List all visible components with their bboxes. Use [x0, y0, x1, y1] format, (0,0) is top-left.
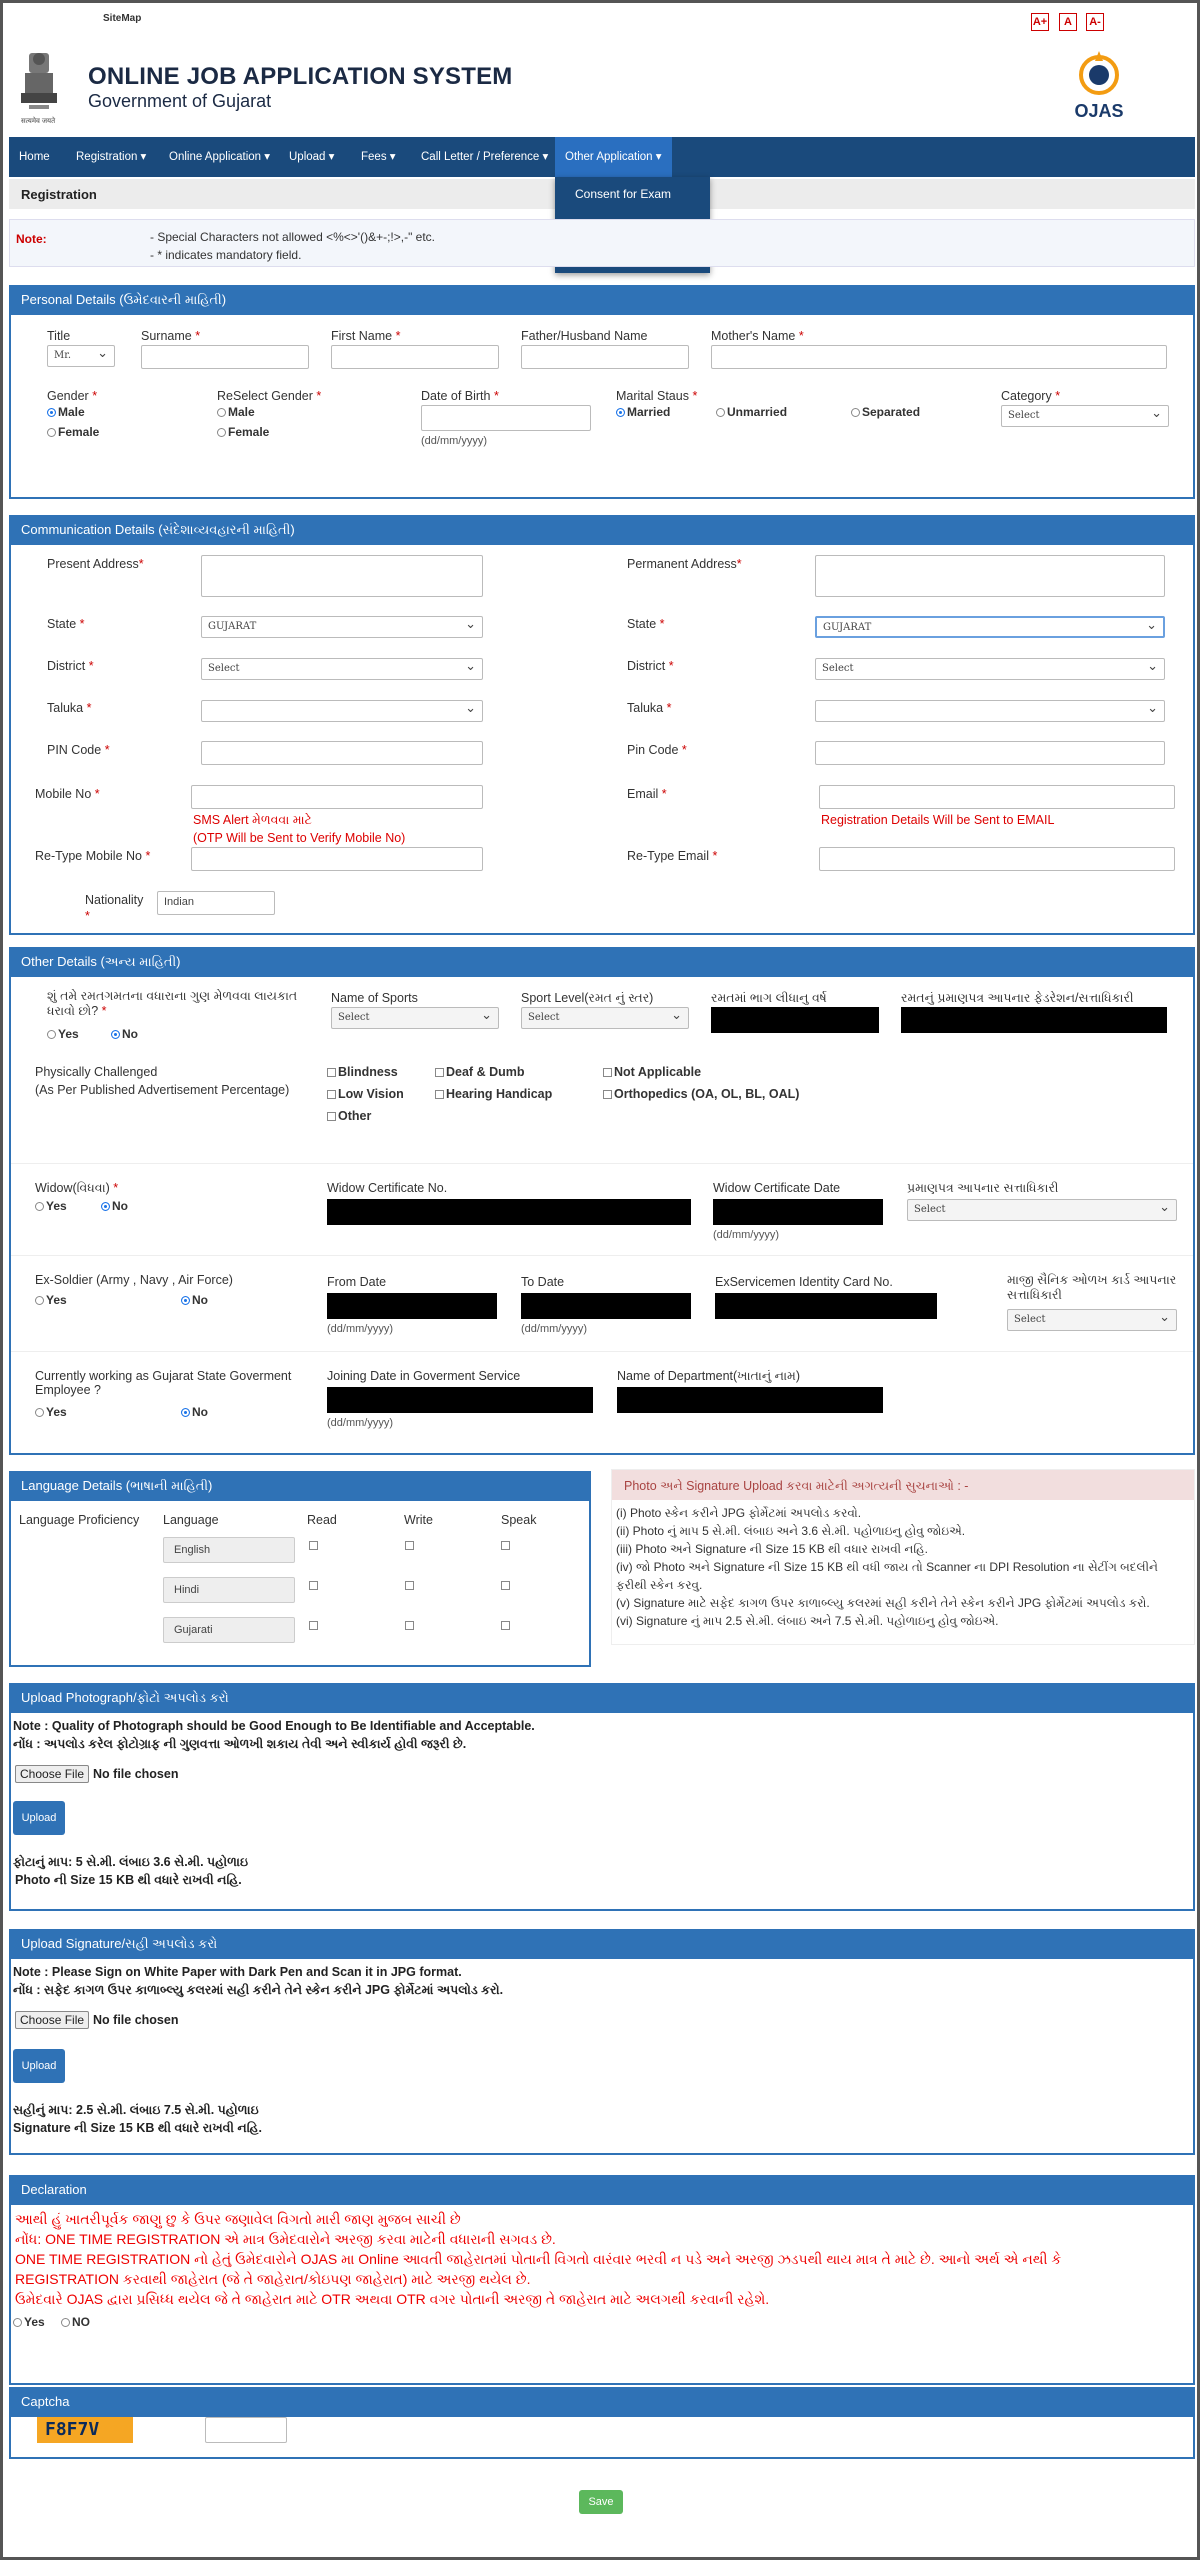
first-name-input[interactable] — [331, 345, 499, 369]
perm-district-label: District * — [627, 659, 674, 673]
widow-authority-select[interactable]: Select ⌄ — [907, 1199, 1177, 1221]
present-district-select[interactable]: Select ⌄ — [201, 658, 483, 680]
col-proficiency: Language Proficiency — [19, 1513, 140, 1527]
declaration-line-5: ઉમેદવારે OJAS દ્વારા પ્રસિધ્ધ થયેલ જે તે જાહેરાત માટે OTR અથવા OTR વગર પોતાની અરજી તે જાહેરાત માટે અલગથી કરવાની રહેશે. — [15, 2291, 770, 2307]
ex-id-input[interactable] — [715, 1293, 937, 1319]
sport-level-select[interactable]: Select ⌄ — [521, 1007, 689, 1029]
divider — [11, 1163, 1193, 1164]
signature-size-gu: સહીનું માપ: 2.5 સે.મી. લંબાઇ 7.5 સે.મી. પહોળાઇ — [13, 2103, 259, 2117]
widow-authority-label: પ્રમાણપત્ર આપનાર સત્તાધિકારી — [907, 1181, 1059, 1195]
first-name-label: First Name * — [331, 329, 401, 343]
gender-male-radio[interactable]: Male — [47, 405, 85, 419]
photo-size-en: Photo ની Size 15 KB થી વધારે રાખવી નહિ. — [15, 1873, 242, 1887]
gujarati-write-checkbox[interactable] — [405, 1621, 414, 1630]
retype-mobile-input[interactable] — [191, 847, 483, 871]
gov-emp-no-radio[interactable]: No — [181, 1405, 208, 1419]
sport-year-label: રમતમાં ભાગ લીધાનુ વર્ષ — [711, 991, 827, 1005]
site-subtitle: Government of Gujarat — [88, 91, 272, 111]
nationality-input[interactable]: Indian — [157, 891, 275, 915]
gujarati-read-checkbox[interactable] — [309, 1621, 318, 1630]
instruction-3: (iii) Photo અને Signature ની Size 15 KB થી વધાર રાખવી નહિ. — [616, 1542, 928, 1556]
font-normal-button[interactable]: A — [1059, 13, 1077, 31]
note-line-2: - * indicates mandatory field. — [150, 248, 302, 262]
email-label: Email * — [627, 787, 667, 801]
col-write: Write — [404, 1513, 433, 1527]
mobile-label: Mobile No * — [35, 787, 100, 801]
photo-note-gu: નોંધ : અપલોડ કરેલ ફોટોગ્રાફ ની ગુણવત્તા ઓળખી શકાય તેવી અને સ્વીકાર્ય હોવી જરૂરી છે. — [13, 1737, 467, 1751]
signature-file-chooser[interactable]: Choose File No file chosen — [15, 2013, 178, 2027]
widow-date-hint: (dd/mm/yyyy) — [713, 1229, 779, 1241]
present-taluka-select[interactable] — [201, 700, 483, 722]
join-date-input[interactable] — [327, 1387, 593, 1413]
gender-female-radio[interactable]: Female — [47, 425, 99, 439]
declaration-line-2: નોંધ: ONE TIME REGISTRATION એ માત્ર ઉમેદવારોને અરજી કરવા માટેની વધારાની સગવડ છે. — [15, 2231, 556, 2247]
physically-challenged-sublabel: (As Per Published Advertisement Percentage) — [35, 1083, 290, 1097]
english-speak-checkbox[interactable] — [501, 1541, 510, 1550]
signature-size-en: Signature ની Size 15 KB થી વધારે રાખવી નહિ. — [13, 2121, 262, 2135]
not-applicable-checkbox[interactable]: Not Applicable — [603, 1065, 701, 1079]
gujarati-speak-checkbox[interactable] — [501, 1621, 510, 1630]
other-details-panel — [9, 947, 1195, 1455]
nav-fees[interactable]: Fees ▾ — [361, 151, 396, 163]
top-bar — [3, 3, 1197, 39]
nav-call-letter[interactable]: Call Letter / Preference ▾ — [421, 151, 549, 163]
declaration-panel — [9, 2175, 1195, 2385]
perm-district-select[interactable]: Select ⌄ — [815, 658, 1165, 680]
instruction-4-cont: ફરીથી સ્કેન કરવુ. — [616, 1578, 703, 1592]
perm-state-select[interactable]: GUJARAT ⌄ — [815, 616, 1165, 638]
nav-home[interactable]: Home — [19, 151, 50, 163]
captcha-input[interactable] — [205, 2417, 287, 2443]
reselect-female-radio[interactable]: Female — [217, 425, 269, 439]
ex-card-authority-select[interactable]: Select ⌄ — [1007, 1309, 1177, 1331]
divider — [11, 1351, 1193, 1352]
nav-registration[interactable]: Registration ▾ — [76, 151, 147, 163]
sitemap-link[interactable]: SiteMap — [103, 13, 142, 24]
father-name-input[interactable] — [521, 345, 689, 369]
hindi-speak-checkbox[interactable] — [501, 1581, 510, 1590]
signature-note-en: Note : Please Sign on White Paper with Dark Pen and Scan it in JPG format. — [13, 1965, 462, 1979]
nav-upload[interactable]: Upload ▾ — [289, 151, 335, 163]
captcha-heading: Captcha — [11, 2387, 1193, 2417]
low-vision-checkbox[interactable]: Low Vision — [327, 1087, 404, 1101]
dob-label: Date of Birth * — [421, 389, 499, 403]
ojas-logo-icon — [1063, 47, 1135, 125]
note-box — [9, 219, 1195, 267]
permanent-address-textarea[interactable] — [815, 555, 1165, 597]
dob-hint: (dd/mm/yyyy) — [421, 435, 487, 447]
to-date-label: To Date — [521, 1275, 565, 1289]
instructions-heading: Photo અને Signature Upload કરવા માટેની અગત્યની સુચનાઓ : - — [612, 1470, 1194, 1500]
name-of-sports-select[interactable]: Select ⌄ — [331, 1007, 499, 1029]
unmarried-radio[interactable]: Unmarried — [716, 405, 787, 419]
sport-year-input[interactable] — [711, 1007, 879, 1033]
otp-note-text: (OTP Will be Sent to Verify Mobile No) — [193, 831, 406, 845]
father-name-label: Father/Husband Name — [521, 329, 648, 343]
declaration-line-4: REGISTRATION કરવાથી જાહેરાત (જે તે જાહેરાત/કોઇપણ જાહેરાત) માટે અરજી થયેલ છે. — [15, 2271, 531, 2287]
blindness-checkbox[interactable]: Blindness — [327, 1065, 398, 1079]
ex-soldier-no-radio[interactable]: No — [181, 1293, 208, 1307]
photo-note-en: Note : Quality of Photograph should be Good Enough to Be Identifiable and Acceptable. — [13, 1719, 535, 1733]
declaration-heading: Declaration — [11, 2175, 1193, 2205]
dept-label: Name of Department(ખાતાનું નામ) — [617, 1369, 801, 1383]
main-nav — [9, 137, 1195, 177]
sms-alert-text: SMS Alert મેળવવા માટે — [193, 813, 312, 827]
communication-details-heading: Communication Details (સંદેશાવ્યવહારની માહિતી) — [11, 515, 1193, 545]
col-language: Language — [163, 1513, 219, 1527]
ojas-logo-text: OJAS — [1074, 101, 1124, 121]
declaration-line-3: ONE TIME REGISTRATION નો હેતું ઉમેદવારોને OJAS મા Online આવતી જાહેરાતમાં પોતાની વિગતો વારંવાર ભરવી ન પડે અને અરજી ઝડપથી થાય માત્ર તે માટે છે. આનો અર્થ એ નથી કે — [15, 2251, 1062, 2267]
state-label: State * — [47, 617, 85, 631]
present-address-textarea[interactable] — [201, 555, 483, 597]
reg-email-text: Registration Details Will be Sent to EMAIL — [821, 813, 1055, 827]
page-title: Registration — [21, 187, 97, 202]
taluka-label: Taluka * — [47, 701, 92, 715]
photo-file-chooser[interactable]: Choose File No file chosen — [15, 1767, 178, 1781]
ex-card-authority-label: માજી સૈનિક ઓળખ કાર્ડ આપનાર સત્તાધિકારી — [1007, 1273, 1177, 1302]
orthopedics-checkbox[interactable]: Orthopedics (OA, OL, BL, OAL) — [603, 1087, 799, 1101]
email-input[interactable] — [819, 785, 1175, 809]
photo-upload-heading: Upload Photograph/ફોટો અપલોડ કરો — [11, 1683, 1193, 1713]
dept-input[interactable] — [617, 1387, 883, 1413]
personal-details-panel — [9, 285, 1195, 499]
dropdown-consent-exam[interactable]: Consent for Exam — [575, 187, 672, 201]
captcha-panel — [9, 2387, 1195, 2459]
perm-taluka-label: Taluka * — [627, 701, 672, 715]
nav-online-application[interactable]: Online Application ▾ — [169, 151, 271, 163]
language-details-panel — [9, 1471, 591, 1667]
dob-input[interactable] — [421, 405, 591, 431]
sports-yes-radio[interactable]: Yes — [47, 1027, 79, 1041]
mother-name-input[interactable] — [711, 345, 1167, 369]
nationality-label: Nationality — [85, 893, 144, 907]
instruction-6: (vi) Signature નું માપ 2.5 સે.મી. લંબાઇ અને 7.5 સે.મી. પહોળાઇનુ હોવુ જોઇએ. — [616, 1614, 999, 1628]
emblem-caption: सत्यमेव जयते — [21, 118, 56, 125]
instruction-2: (ii) Photo નું માપ 5 સે.મી. લંબાઇ અને 3.6 સે.મી. પહોળાઇનુ હોવુ જોઇએ. — [616, 1524, 966, 1538]
from-date-label: From Date — [327, 1275, 387, 1289]
note-line-1: - Special Characters not allowed <%<>'()&+-;!>,-" etc. — [150, 230, 436, 244]
perm-pin-label: Pin Code * — [627, 743, 687, 757]
photo-size-gu: ફોટાનું માપ: 5 સે.મી. લંબાઇ 3.6 સે.મી. પહોળાઇ — [13, 1855, 249, 1869]
signature-upload-heading: Upload Signature/સહી અપલોડ કરો — [11, 1929, 1193, 1959]
instruction-5: (v) Signature માટે સફેદ કાગળ ઉપર કાળાબ્લ્યુ કલરમાં સહી કરીને તેને સ્કેન કરીને JPG ફોર્મેટમાં અપલોડ કરો. — [616, 1596, 1150, 1610]
widow-yes-radio[interactable]: Yes — [35, 1199, 67, 1213]
ex-soldier-yes-radio[interactable]: Yes — [35, 1293, 67, 1307]
other-details-heading: Other Details (અન્ય માહિતી) — [11, 947, 1193, 977]
to-date-hint: (dd/mm/yyyy) — [521, 1323, 587, 1335]
communication-details-panel — [9, 515, 1195, 935]
ex-id-label: ExServicemen Identity Card No. — [715, 1275, 893, 1289]
hindi-read-checkbox[interactable] — [309, 1581, 318, 1590]
perm-state-label: State * — [627, 617, 665, 631]
perm-taluka-select[interactable] — [815, 700, 1165, 722]
nav-other-application[interactable]: Other Application ▾ — [555, 137, 672, 177]
physically-challenged-label: Physically Challenged — [35, 1065, 158, 1079]
from-date-hint: (dd/mm/yyyy) — [327, 1323, 393, 1335]
reselect-male-radio[interactable]: Male — [217, 405, 255, 419]
perm-pin-input[interactable] — [815, 741, 1165, 765]
photo-upload-panel — [9, 1683, 1195, 1911]
title-label: Title — [47, 329, 71, 343]
divider — [11, 1255, 1193, 1256]
language-hindi: Hindi — [163, 1577, 295, 1603]
separated-radio[interactable]: Separated — [851, 405, 920, 419]
deaf-dumb-checkbox[interactable]: Deaf & Dumb — [435, 1065, 524, 1079]
site-title: ONLINE JOB APPLICATION SYSTEM — [88, 63, 513, 90]
mobile-input[interactable] — [191, 785, 483, 809]
declaration-yes-radio[interactable]: Yes — [13, 2315, 45, 2329]
instructions-box — [611, 1469, 1195, 1645]
sport-level-label: Sport Level(રમત નું સ્તર) — [521, 991, 654, 1005]
surname-input[interactable] — [141, 345, 309, 369]
retype-mobile-label: Re-Type Mobile No * — [35, 849, 151, 863]
mother-name-label: Mother's Name * — [711, 329, 804, 343]
language-gujarati: Gujarati — [163, 1617, 295, 1643]
col-speak: Speak — [501, 1513, 537, 1527]
join-date-hint: (dd/mm/yyyy) — [327, 1417, 393, 1429]
col-read: Read — [307, 1513, 337, 1527]
permanent-address-label: Permanent Address* — [627, 557, 742, 571]
to-date-input[interactable] — [521, 1293, 691, 1319]
english-write-checkbox[interactable] — [405, 1541, 414, 1550]
category-select[interactable]: Select ⌄ — [1001, 405, 1169, 427]
language-details-heading: Language Details (ભાષાની માહિતી) — [11, 1471, 589, 1501]
gov-emp-yes-radio[interactable]: Yes — [35, 1405, 67, 1419]
language-english: English — [163, 1537, 295, 1563]
widow-no-radio[interactable]: No — [101, 1199, 128, 1213]
gender-label: Gender * — [47, 389, 98, 403]
widow-cert-date-label: Widow Certificate Date — [713, 1181, 841, 1195]
district-label: District * — [47, 659, 94, 673]
signature-upload-button[interactable]: Upload — [13, 2049, 65, 2083]
signature-note-gu: નોંધ : સફેદ કાગળ ઉપર કાળાબ્લ્યુ કલરમાં સહી કરીને તેને સ્કેન કરીને JPG ફોર્મેટમાં અપલોડ કરો. — [13, 1983, 504, 1997]
font-decrease-button[interactable]: A- — [1086, 13, 1104, 31]
retype-email-label: Re-Type Email * — [627, 849, 718, 863]
sports-no-radio[interactable]: No — [111, 1027, 138, 1041]
sport-cert-label: રમતનું પ્રમાણપત્ર આપનાર ફેડરેશન/સત્તાધિકારી — [901, 991, 1134, 1005]
widow-label: Widow(વિધવા) * — [35, 1181, 119, 1195]
instruction-4: (iv) જો Photo અને Signature ની Size 15 KB થી વધી જાય તો Scanner ના DPI Resolution ના સેટીંગ બદલીને — [616, 1560, 1158, 1574]
present-address-label: Present Address* — [47, 557, 144, 571]
surname-label: Surname * — [141, 329, 201, 343]
widow-cert-no-input[interactable] — [327, 1199, 691, 1225]
widow-cert-no-label: Widow Certificate No. — [327, 1181, 448, 1195]
sports-question: શું તમે રમતગમતના વધારાના ગુણ મેળવવા લાયકાત ધરાવો છો? * — [47, 989, 298, 1018]
sport-cert-input[interactable] — [901, 1007, 1167, 1033]
hindi-write-checkbox[interactable] — [405, 1581, 414, 1590]
hearing-handicap-checkbox[interactable]: Hearing Handicap — [435, 1087, 552, 1101]
present-state-select[interactable]: GUJARAT ⌄ — [201, 616, 483, 638]
name-of-sports-label: Name of Sports — [331, 991, 418, 1005]
pin-label: PIN Code * — [47, 743, 110, 757]
married-radio[interactable]: Married — [616, 405, 670, 419]
photo-upload-button[interactable]: Upload — [13, 1801, 65, 1835]
from-date-input[interactable] — [327, 1293, 497, 1319]
declaration-no-radio[interactable]: NO — [61, 2315, 90, 2329]
font-increase-button[interactable]: A+ — [1031, 13, 1049, 31]
instruction-1: (i) Photo સ્કેન કરીને JPG ફોર્મેટમાં અપલોડ કરવો. — [616, 1506, 862, 1520]
retype-email-input[interactable] — [819, 847, 1175, 871]
personal-details-heading: Personal Details (ઉમેદવારની માહિતી) — [11, 285, 1193, 315]
declaration-line-1: આથી હું ખાતરીપૂર્વક જાણુ છુ કે ઉપર જણાવેલ વિગતો મારી જાણ મુજબ સાચી છે — [15, 2211, 461, 2227]
signature-upload-panel — [9, 1929, 1195, 2155]
reselect-gender-label: ReSelect Gender * — [217, 389, 322, 403]
english-read-checkbox[interactable] — [309, 1541, 318, 1550]
present-pin-input[interactable] — [201, 741, 483, 765]
save-button[interactable]: Save — [579, 2490, 623, 2514]
category-label: Category * — [1001, 389, 1061, 403]
nationality-required: * — [85, 909, 90, 923]
marital-status-label: Marital Staus * — [616, 389, 698, 403]
captcha-image: F8F7V — [37, 2417, 133, 2443]
join-date-label: Joining Date in Goverment Service — [327, 1369, 521, 1383]
gov-employee-label: Currently working as Gujarat State Goverment Employee ? — [35, 1369, 292, 1397]
widow-cert-date-input[interactable] — [713, 1199, 883, 1225]
note-label: Note: — [16, 232, 47, 246]
other-checkbox[interactable]: Other — [327, 1109, 371, 1123]
ex-soldier-label: Ex-Soldier (Army , Navy , Air Force) — [35, 1273, 233, 1287]
title-select[interactable]: Mr. ⌄ — [47, 345, 115, 367]
